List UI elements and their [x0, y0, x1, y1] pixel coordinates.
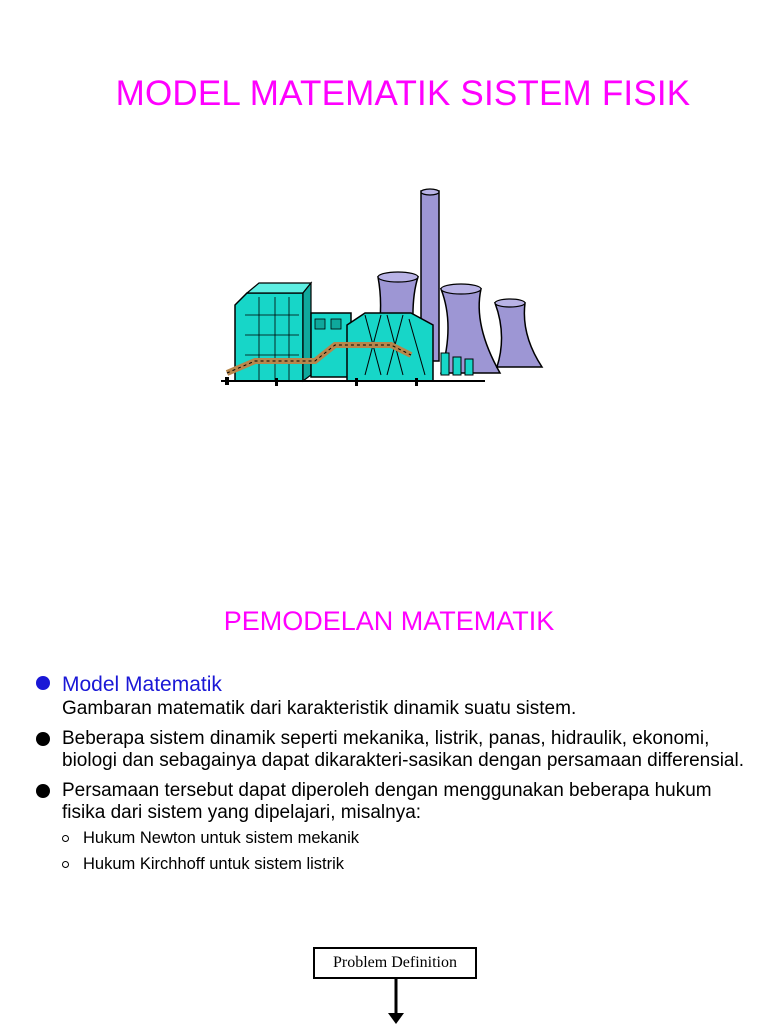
- bullet-text: Persamaan tersebut dapat diperoleh dengan menggunakan beberapa hukum fisika dari sistem yang dipelajari, misalnya:: [62, 780, 712, 823]
- sub-item-kirchhoff: [34, 854, 744, 874]
- bullet-list: [34, 672, 744, 880]
- bullet-text: Gambaran matematik dari karakteristik dinamik suatu sistem.: [62, 698, 577, 719]
- section-title: PEMODELAN MATEMATIK: [223, 606, 555, 636]
- bullet-heading: Model Matematik: [62, 673, 222, 696]
- flowchart-box-problem-definition: Problem Definition: [313, 947, 477, 979]
- sub-item-text: Hukum Newton untuk sistem mekanik: [83, 829, 360, 847]
- power-plant-icon: [215, 185, 550, 395]
- bullet-sistem-dinamik: [34, 728, 744, 772]
- bullet-dot-icon: [36, 784, 50, 798]
- bullet-persamaan: [34, 780, 744, 824]
- bullet-dot-icon: [36, 732, 50, 746]
- bullet-model-matematik: [34, 672, 744, 720]
- bullet-text: Beberapa sistem dinamik seperti mekanika, listrik, panas, hidraulik, ekonomi, biologi dan sebagainya dapat dikarakteri-sasikan dengan persamaan differensial.: [62, 728, 744, 771]
- sub-bullet-icon: [62, 861, 69, 868]
- arrow-down-icon: [386, 979, 406, 1024]
- sub-bullet-icon: [62, 835, 69, 842]
- slide-title: MODEL MATEMATIK SISTEM FISIK: [115, 74, 691, 113]
- sub-item-newton: [34, 828, 744, 848]
- bullet-dot-icon: [36, 676, 50, 690]
- sub-item-text: Hukum Kirchhoff untuk sistem listrik: [83, 855, 345, 873]
